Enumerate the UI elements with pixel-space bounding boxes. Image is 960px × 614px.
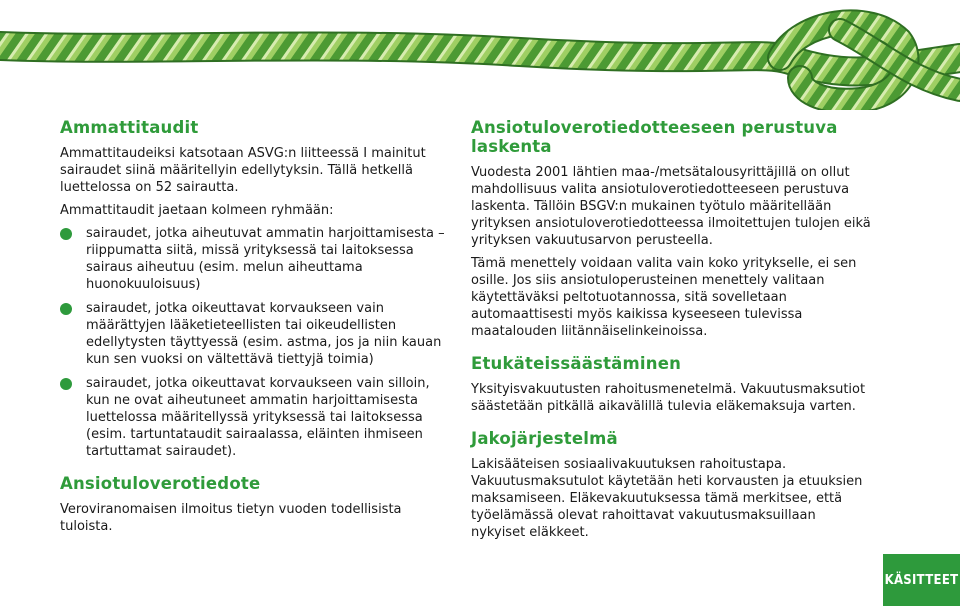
section-ansiotuloverotiedote [60, 474, 450, 535]
paragraph: Ammattitaudit jaetaan kolmeen ryhmään: [60, 203, 334, 218]
section-heading: Ansiotuloverotiedote [60, 474, 261, 493]
paragraph: Tämä menettely voidaan valita vain koko yritykselle, ei sen osille. Jos siis ansiotuloperusteinen menettely valitaan käytettäväksi peltotuotannossa, sitä sovelletaan automaattisesti myös kaikissa kyseeseen tulevissa maatalouden liitännäiselinkeinoissa. [471, 256, 857, 339]
list-item-text: sairaudet, jotka aiheutuvat ammatin harjoittamisesta – riippumatta siitä, missä yrityksessä tai laitoksessa sairaus aiheutuu (esim. melun aiheuttama huonokuuloisuus) [86, 226, 445, 292]
kasitteet-tab: KÄSITTEET [883, 554, 960, 606]
left-column [60, 118, 450, 549]
section-heading: Jakojärjestelmä [471, 429, 618, 448]
paragraph: Vuodesta 2001 lähtien maa-/metsätalousyrittäjillä on ollut mahdollisuus valita ansiotuloverotiedotteeseen perustuva laskenta. Tällöin BSGV:n mukainen työtulo määritellään yrityksen ansiotuloverotiedotteessa ilmoitettujen tulojen eikä yrityksen vakuutusarvon perusteella. [471, 165, 871, 248]
paragraph: Yksityisvakuutusten rahoitusmenetelmä. Vakuutusmaksutiot säästetään pitkällä aikavälillä tulevia eläkemaksuja varten. [471, 382, 866, 414]
paragraph: Veroviranomaisen ilmoitus tietyn vuoden todellisista tuloista. [60, 502, 402, 534]
list-item-text: sairaudet, jotka oikeuttavat korvaukseen vain määrättyjen lääketieteellisten tai oikeudellisten edellytysten täyttyessä (esim. astma, jos ja niin kauan kun sen vuoksi on vältettävä tiettyjä toimia) [86, 301, 442, 367]
list-item [60, 300, 450, 368]
section-laskenta [471, 118, 871, 340]
section-heading: Ammattitaudit [60, 118, 199, 137]
section-etukateissaastaminen [471, 354, 871, 415]
bullet-list [60, 225, 450, 460]
list-item [60, 225, 450, 293]
section-heading: Etukäteissäästäminen [471, 354, 682, 373]
bullet-icon [60, 378, 72, 390]
paragraph: Lakisääteisen sosiaalivakuutuksen rahoitustapa. Vakuutusmaksutulot käytetään heti korvausten ja etuuksien maksamiseen. Eläkevakuutuksessa tämä merkitsee, että työelämässä olevat rahoittavat vakuutusmaksuillaan nykyiset eläkkeet. [471, 457, 863, 540]
section-ammattitaudit [60, 118, 450, 460]
bullet-icon [60, 228, 72, 240]
section-jakojarjestelma [471, 429, 871, 541]
section-heading: Ansiotuloverotiedotteeseen perustuva laskenta [471, 118, 838, 156]
right-column [471, 118, 871, 555]
paragraph: Ammattitaudeiksi katsotaan ASVG:n liitteessä I mainitut sairaudet siinä määritellyin edellytyksin. Tällä hetkellä luettelossa on 52 sairautta. [60, 146, 426, 195]
rope-knot-illustration [0, 0, 960, 110]
list-item-text: sairaudet, jotka oikeuttavat korvaukseen vain silloin, kun ne ovat aiheutuneet ammatin harjoittamisesta luettelossa määritellyssä yrityksessä tai laitoksessa (esim. tartuntataudit sairaalassa, eläinten ihmiseen tartuttamat sairaudet). [86, 376, 430, 459]
list-item [60, 375, 450, 460]
bullet-icon [60, 303, 72, 315]
